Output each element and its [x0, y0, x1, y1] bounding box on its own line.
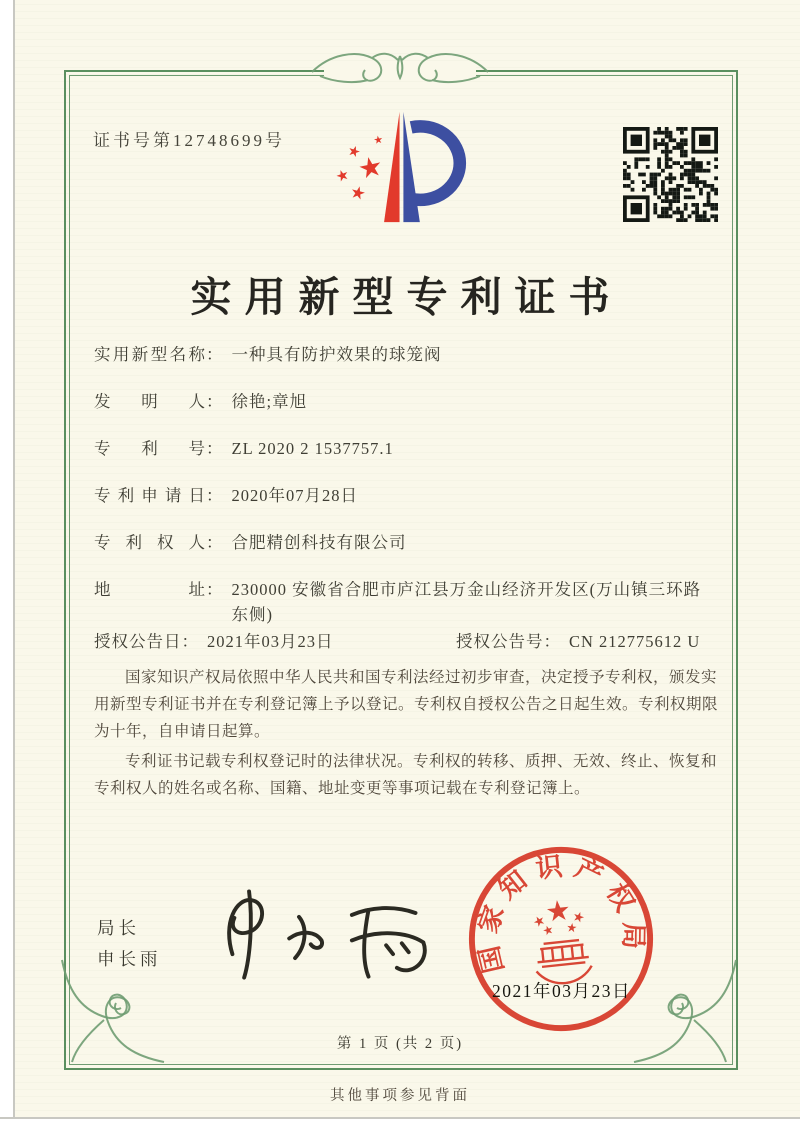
grant-date-value: 2021年03月23日: [207, 632, 334, 651]
field-colon: ：: [206, 392, 224, 411]
field-value: 一种具有防护效果的球笼阀: [231, 345, 442, 364]
field-row-grant: [94, 629, 700, 654]
certificate-title: 实用新型专利证书: [190, 274, 623, 321]
scan-edge-bottom: [0, 1117, 800, 1132]
field-value: 2020年07月28日: [231, 486, 358, 505]
field-label: 专利权人: [94, 533, 206, 552]
certificate-number: 证书号第12748699号: [93, 131, 285, 150]
field-row-patent-number: [94, 436, 394, 461]
field-colon: ：: [181, 632, 199, 651]
page-number: 第 1 页 (共 2 页): [336, 1036, 464, 1052]
field-label: 专利申请日: [94, 486, 206, 505]
seal-org-text: 国家知识产权局: [471, 850, 649, 976]
national-emblem-icon: [529, 897, 593, 986]
field-colon: ：: [543, 632, 561, 651]
back-side-note: 其他事项参见背面: [330, 1088, 470, 1104]
qr-code: [623, 127, 718, 222]
field-row-inventor: [94, 389, 307, 414]
signer-name: 申长雨: [97, 949, 162, 969]
field-colon: ：: [206, 533, 224, 552]
grant-date-group: [94, 629, 456, 654]
field-value: 徐艳;章旭: [231, 392, 308, 411]
seal-date: 2021年03月23日: [492, 981, 631, 1001]
grant-number-group: [456, 629, 700, 654]
cnipa-official-seal: [452, 830, 670, 1048]
field-colon: ：: [206, 580, 224, 599]
field-label: 专利号: [94, 439, 206, 458]
field-row-name: [94, 342, 442, 367]
field-colon: ：: [206, 345, 224, 364]
field-colon: ：: [206, 486, 224, 505]
field-label: 地址: [94, 580, 206, 599]
field-row-filing-date: [94, 483, 358, 508]
field-value: 合肥精创科技有限公司: [231, 533, 407, 552]
cnipa-logo-icon: [328, 108, 473, 226]
legal-paragraph-2: 专利证书记载专利权登记时的法律状况。专利权的转移、质押、无效、终止、恢复和专利权人的姓名或名称、国籍、地址变更等事项记载在专利登记簿上。: [94, 753, 718, 797]
legal-paragraph-1: 国家知识产权局依照中华人民共和国专利法经过初步审查，决定授予专利权，颁发实用新型专利证书并在专利登记簿上予以登记。专利权自授权公告之日起生效。专利权期限为十年，自申请日起算。: [94, 669, 719, 740]
field-value: ZL 2020 2 1537757.1: [231, 439, 394, 458]
field-row-patentee: [94, 530, 407, 555]
field-row-address: [94, 577, 712, 627]
commissioner-signature: [205, 878, 440, 993]
grant-number-label: 授权公告号: [456, 632, 544, 651]
field-colon: ：: [206, 439, 224, 458]
field-value: 230000 安徽省合肥市庐江县万金山经济开发区(万山镇三环路东侧): [231, 580, 702, 624]
grant-number-value: CN 212775612 U: [569, 632, 701, 651]
field-label: 实用新型名称: [94, 345, 206, 364]
scan-edge-left: [0, 0, 15, 1132]
grant-date-label: 授权公告日: [94, 632, 182, 651]
signer-role: 局长: [97, 918, 140, 938]
legal-text-block: [94, 664, 730, 805]
field-label: 发明人: [94, 392, 206, 411]
